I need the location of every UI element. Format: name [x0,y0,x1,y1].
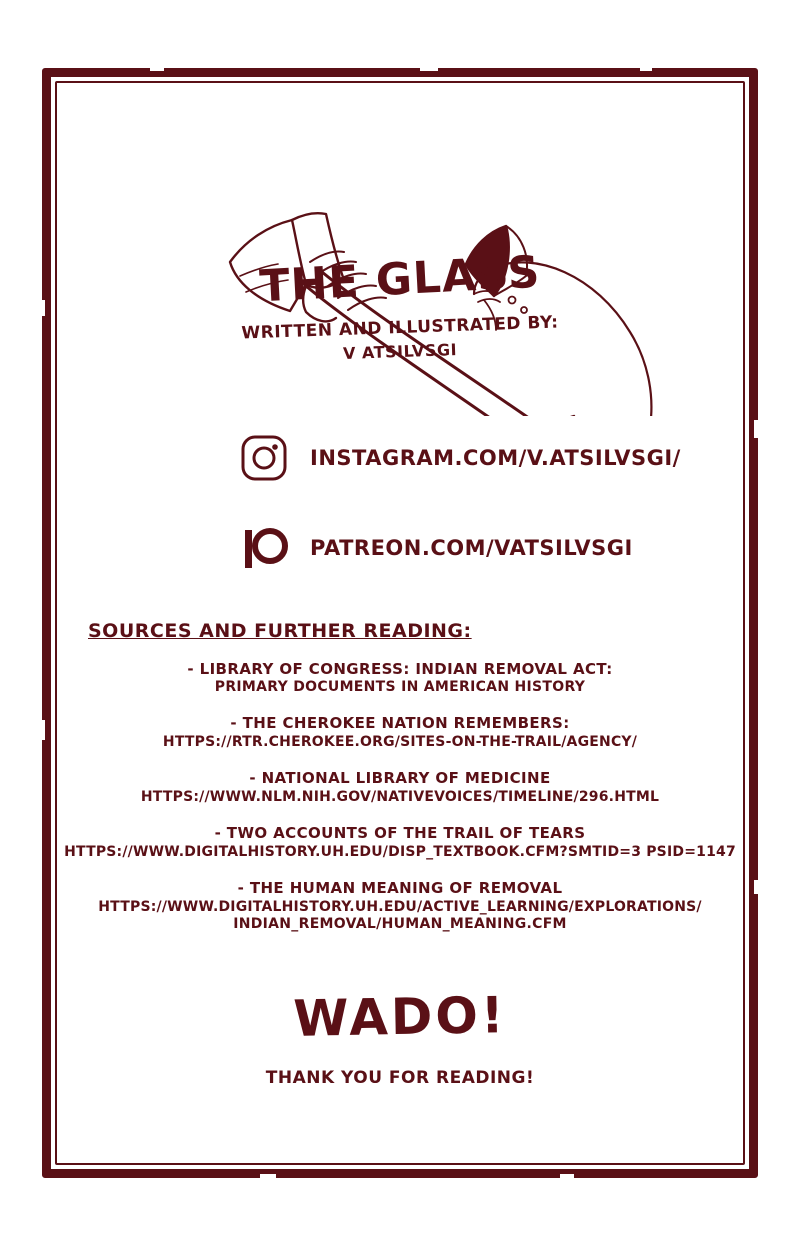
source-title: - LIBRARY OF CONGRESS: INDIAN REMOVAL ACT: [187,660,613,678]
sources-section [60,620,740,934]
thank-you-text: THANK YOU FOR READING! [265,1067,535,1088]
border-notch [260,1174,276,1179]
title-artwork-block [60,86,740,416]
social-link-instagram[interactable] [60,434,740,482]
source-title: - NATIONAL LIBRARY OF MEDICINE [249,769,551,788]
source-subtitle: INDIAN_REMOVAL/HUMAN_MEANING.CFM [233,916,567,932]
patreon-icon [240,524,288,572]
page-title: THE GLASS [258,246,542,313]
border-notch [754,420,759,438]
source-title: - THE CHEROKEE NATION REMEMBERS: [230,714,570,733]
source-url[interactable]: HTTPS://WWW.NLM.NIH.GOV/NATIVEVOICES/TIMELINE/296.HTML [140,788,660,805]
border-notch [420,66,438,71]
page-content [60,86,740,1160]
border-notch [560,1174,574,1179]
source-entry [60,879,740,933]
border-notch [40,300,45,316]
source-url[interactable]: HTTPS://WWW.DIGITALHISTORY.UH.EDU/DISP_TEXTBOOK.CFM?SMTID=3 PSID=1147 [64,843,736,860]
source-url[interactable]: HTTPS://WWW.DIGITALHISTORY.UH.EDU/ACTIVE_LEARNING/EXPLORATIONS/ [98,898,702,915]
source-title: - THE HUMAN MEANING OF REMOVAL [237,879,563,898]
instagram-handle-text: INSTAGRAM.COM/V.ATSILVSGI/ [310,446,681,470]
source-subtitle: PRIMARY DOCUMENTS IN AMERICAN HISTORY [214,678,586,695]
source-title: - TWO ACCOUNTS OF THE TRAIL OF TEARS [214,824,586,843]
wado-text: WADO! [292,985,508,1048]
border-notch [150,66,164,71]
patreon-handle-text: PATREON.COM/VATSILVSGI [310,536,633,560]
credit-label: WRITTEN AND ILLUSTRATED BY: [241,312,559,344]
source-url[interactable]: HTTPS://RTR.CHEROKEE.ORG/SITES-ON-THE-TRAIL/AGENCY/ [162,734,638,750]
social-link-patreon[interactable] [60,524,740,572]
sources-heading: SOURCES AND FURTHER READING: [88,620,472,642]
instagram-icon [240,434,288,482]
border-notch [754,880,759,894]
border-notch [640,66,652,71]
source-entry [60,714,740,751]
source-entry [60,824,740,861]
border-notch [40,720,45,740]
closing-section [60,985,740,1088]
source-entry [60,769,740,806]
credit-author-name: V ATSILVSGI [342,340,458,363]
source-entry [60,660,740,696]
